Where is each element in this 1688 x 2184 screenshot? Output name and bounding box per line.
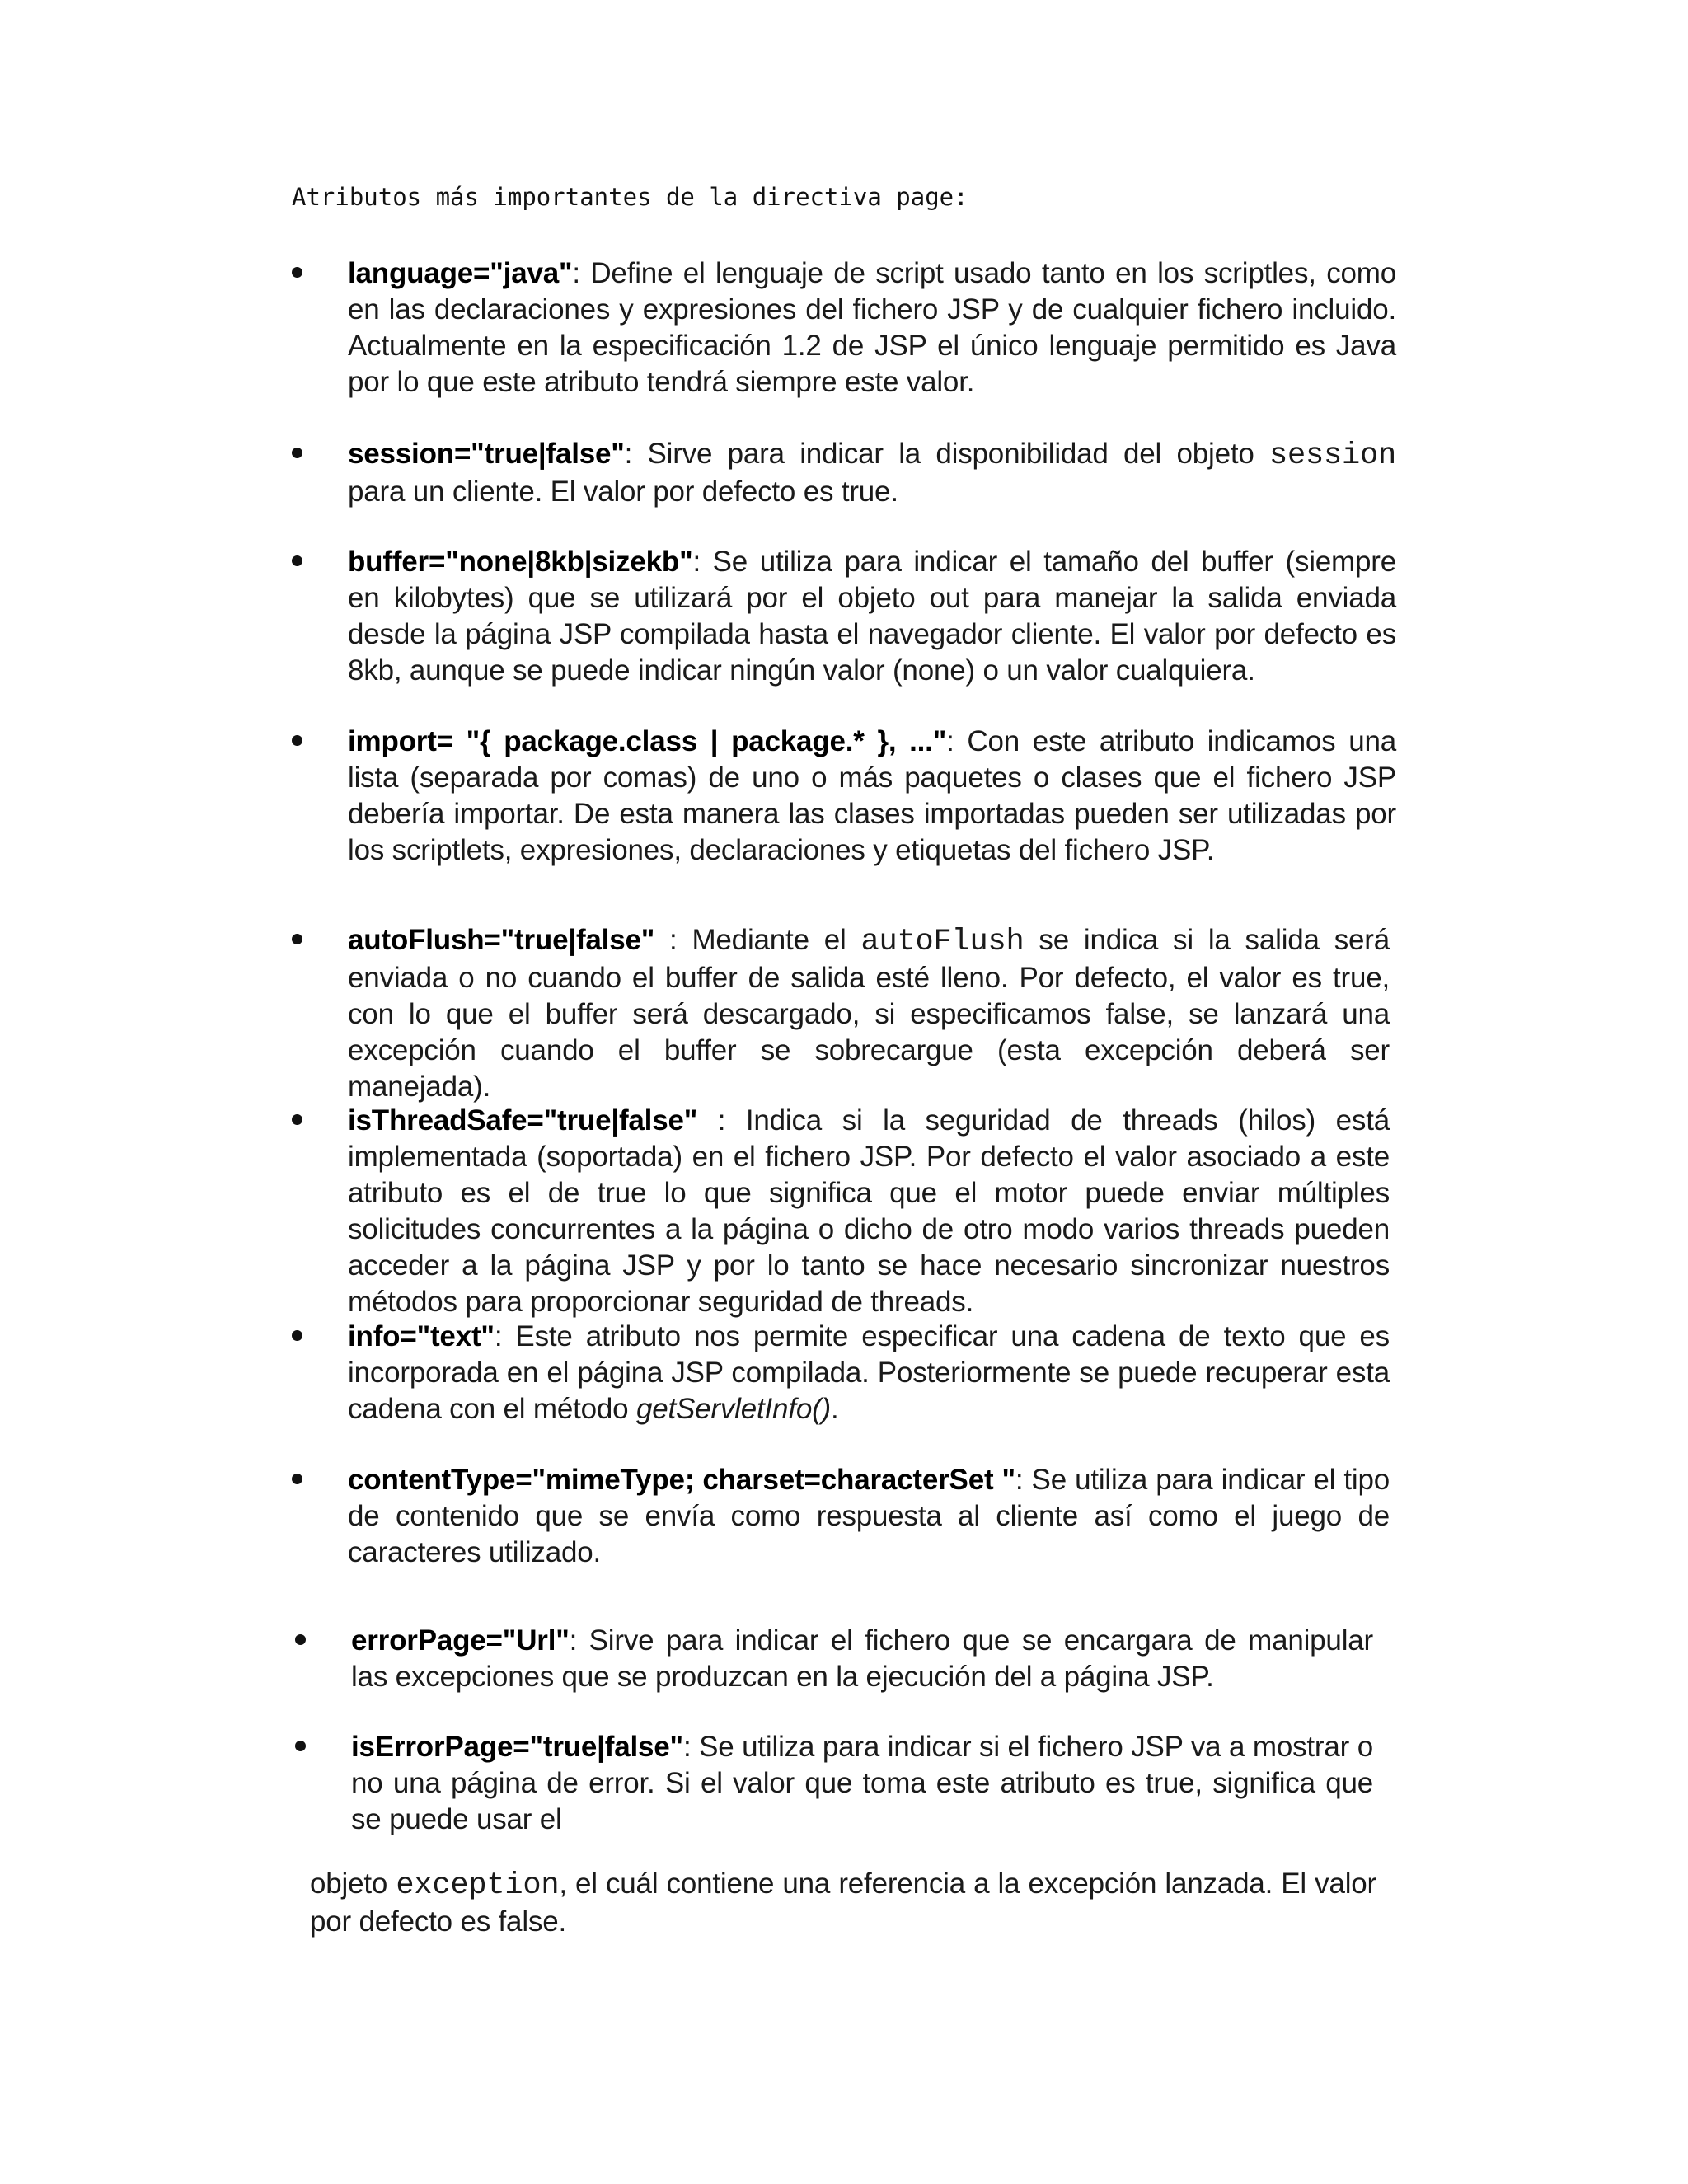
- item-description: Define el lenguaje de script usado tanto en los scriptles, como en las declaraciones y expresiones del fichero JSP y de cualquier fichero incluido. Actualmente en la especificación 1.2 de JSP el único lenguaje permitido es Java por lo que este atributo tendrá siempre este valor.: [348, 257, 1396, 398]
- attribute-name: isErrorPage="true|false": [351, 1731, 683, 1763]
- item-description-cont: se indica si la salida será enviada o no cuando el buffer de salida esté lleno. Por defecto, el valor es true, con lo que el buffer será descargado, si especificamos false, se lanzará una excepción cuando el buffer se sobrecargue (esta excepción deberá ser manejada).: [348, 924, 1390, 1103]
- item-text: [348, 1103, 1390, 1320]
- item-description: Sirve para indicar el fichero que se encargara de manipular las excepciones que se produzcan en la ejecución del a página JSP.: [351, 1624, 1373, 1693]
- bullet-icon: [292, 1474, 302, 1484]
- item-text: [348, 724, 1396, 869]
- item-description: Se utiliza para indicar si el fichero JSP va a mostrar o no una página de error. Si el valor que toma este atributo es true, significa que se puede usar el: [351, 1731, 1373, 1835]
- separator: :: [1015, 1464, 1024, 1496]
- method-name: getServletInfo(): [635, 1393, 832, 1425]
- separator: :: [569, 1624, 578, 1657]
- item-text: [348, 544, 1396, 689]
- attribute-name: isThreadSafe="true|false": [348, 1104, 698, 1137]
- item-description: Se utiliza para indicar el tamaño del buffer (siempre en kilobytes) que se utilizará por el objeto out para manejar la salida enviada desde la página JSP compilada hasta el navegador cliente. El valor por defecto es 8kb, aunque se puede indicar ningún valor (none) o un valor cualquiera.: [348, 546, 1396, 687]
- bullet-icon: [295, 1634, 306, 1645]
- item-description: Indica si la seguridad de threads (hilos) está implementada (soportada) en el fichero JSP. Por defecto el valor asociado a este atributo es el de true lo que significa que el motor puede enviar múltiples solicitudes concurrentes a la página o dicho de otro modo varios threads pueden acceder a la página JSP y por lo tanto se hace necesario sincronizar nuestros métodos para proporcionar seguridad de threads.: [348, 1104, 1390, 1318]
- separator: :: [697, 1104, 726, 1137]
- attribute-name: session="true|false": [348, 438, 625, 470]
- continuation-text: objeto: [310, 1868, 396, 1900]
- separator: :: [946, 725, 954, 757]
- separator: :: [572, 257, 580, 289]
- separator: :: [682, 1731, 692, 1763]
- continuation-text-cont: , el cuál contiene una referencia a la excepción lanzada. El valor por defecto es false.: [310, 1868, 1377, 1938]
- attribute-name: contentType="mimeType; charset=characterSet ": [348, 1464, 1015, 1496]
- item-text: [348, 436, 1396, 510]
- item-description: Este atributo nos permite especificar una cadena de texto que es incorporada en el página JSP compilada. Posteriormente se puede recuperar esta cadena con el método: [348, 1320, 1390, 1425]
- page-heading: Atributos más importantes de la directiva page:: [292, 183, 968, 211]
- continuation-paragraph: [310, 1866, 1376, 1940]
- bullet-icon: [292, 735, 302, 746]
- bullet-icon: [292, 1114, 302, 1125]
- attribute-name: autoFlush="true|false": [348, 924, 655, 956]
- bullet-icon: [292, 267, 302, 278]
- separator: :: [494, 1320, 503, 1352]
- item-description-cont: .: [831, 1393, 839, 1425]
- separator: :: [654, 924, 678, 956]
- bullet-icon: [295, 1741, 306, 1751]
- item-text: [348, 1319, 1390, 1427]
- separator: :: [624, 438, 633, 470]
- item-text: [348, 922, 1390, 1105]
- bullet-icon: [292, 555, 302, 566]
- item-text: [348, 1462, 1390, 1571]
- item-description: Con este atributo indicamos una lista (separada por comas) de uno o más paquetes o clases que el fichero JSP debería importar. De esta manera las clases importadas pueden ser utilizadas por los scriptlets, expresiones, declaraciones y etiquetas del fichero JSP.: [348, 725, 1397, 866]
- item-description-cont: para un cliente. El valor por defecto es true.: [348, 476, 898, 508]
- code-term: session: [1268, 438, 1396, 473]
- item-description: Mediante el: [677, 924, 861, 956]
- item-text: [348, 255, 1396, 401]
- code-term: exception: [396, 1868, 560, 1903]
- attribute-name: import= "{ package.class | package.* }, ...": [348, 725, 947, 757]
- attribute-name: buffer="none|8kb|sizekb": [348, 546, 693, 578]
- code-term: autoFlush: [860, 925, 1025, 959]
- bullet-icon: [292, 934, 302, 944]
- attribute-name: info="text": [348, 1320, 495, 1352]
- item-text: [351, 1623, 1373, 1695]
- item-text: [351, 1729, 1373, 1838]
- item-description: Se utiliza para indicar el tipo de contenido que se envía como respuesta al cliente así como el juego de caracteres utilizado.: [348, 1464, 1390, 1568]
- bullet-icon: [292, 448, 302, 458]
- item-description: Sirve para indicar la disponibilidad del objeto: [632, 438, 1269, 470]
- attribute-name: language="java": [348, 257, 573, 289]
- attribute-name: errorPage="Url": [351, 1624, 570, 1657]
- separator: :: [692, 546, 701, 578]
- bullet-icon: [292, 1330, 302, 1341]
